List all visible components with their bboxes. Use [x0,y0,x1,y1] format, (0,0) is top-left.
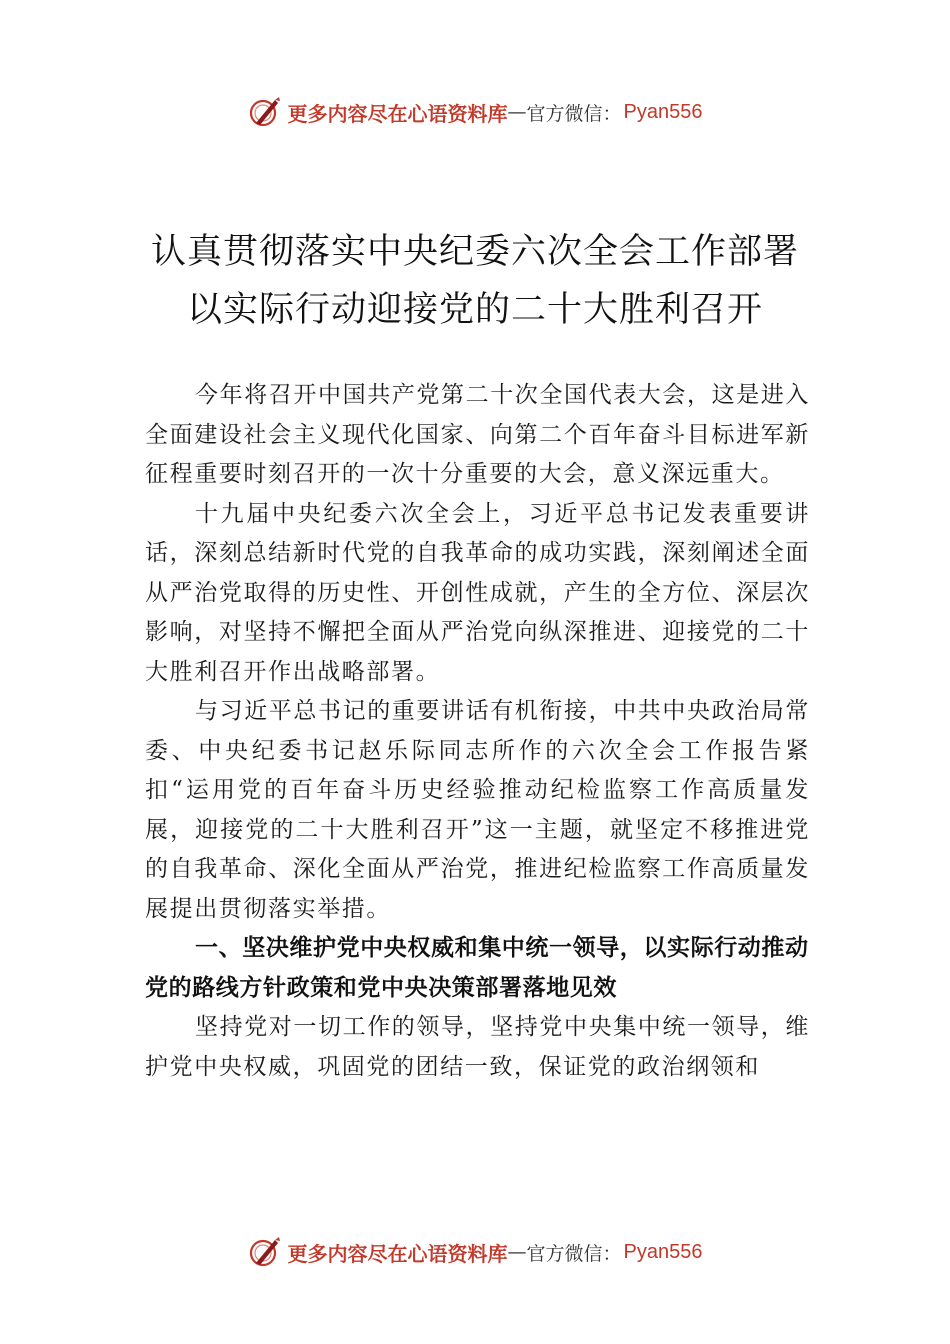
body-paragraph: 十九届中央纪委六次全会上，习近平总书记发表重要讲话，深刻总结新时代党的自我革命的成功实践，深刻阐述全面从严治党取得的历史性、开创性成就，产生的全方位、深层次影响，对坚持不懈把全面从严治党向纵深推进、迎接党的二十大胜利召开作出战略部署。 [145,500,810,685]
section-heading: 一、坚决维护党中央权威和集中统一领导，以实际行动推动党的路线方针政策和党中央决策部署落地见效 [145,935,809,1001]
banner-main-text: 更多内容尽在心语资料库 [287,1241,508,1266]
document-body [145,376,810,1087]
footer-banner [0,1232,950,1272]
banner-wechat-label: 官方微信： [526,1242,622,1265]
header-banner [0,92,950,132]
body-paragraph: 与习近平总书记的重要讲话有机衔接，中共中央政治局常委、中央纪委书记赵乐际同志所作的六次全会工作报告紧扣“运用党的百年奋斗历史经验推动纪检监察工作高质量发展，迎接党的二十大胜利召开”这一主题，就坚定不移推进党的自我革命、深化全面从严治党，推进纪检监察工作高质量发展提出贯彻落实举措。 [145,698,810,922]
banner-wechat-id: Pyan556 [623,1240,703,1263]
quill-logo-icon [248,1235,282,1269]
banner-wechat-id: Pyan556 [623,100,703,123]
banner-dash: — [507,101,527,123]
document-title-line1: 认真贯彻落实中央纪委六次全会工作部署 [150,232,799,272]
document-title-line2: 以实际行动迎接党的二十大胜利召开 [186,290,763,330]
banner-dash: — [507,1241,527,1263]
banner-wechat-label: 官方微信： [526,102,622,125]
banner-main-text: 更多内容尽在心语资料库 [287,101,508,126]
quill-logo-icon [248,95,282,129]
body-paragraph: 今年将召开中国共产党第二十次全国代表大会，这是进入全面建设社会主义现代化国家、向第二个百年奋斗目标进军新征程重要时刻召开的一次十分重要的大会，意义深远重大。 [145,382,810,487]
section-paragraph: 坚持党对一切工作的领导，坚持党中央集中统一领导，维护党中央权威，巩固党的团结一致，保证党的政治纲领和 [145,1014,810,1080]
